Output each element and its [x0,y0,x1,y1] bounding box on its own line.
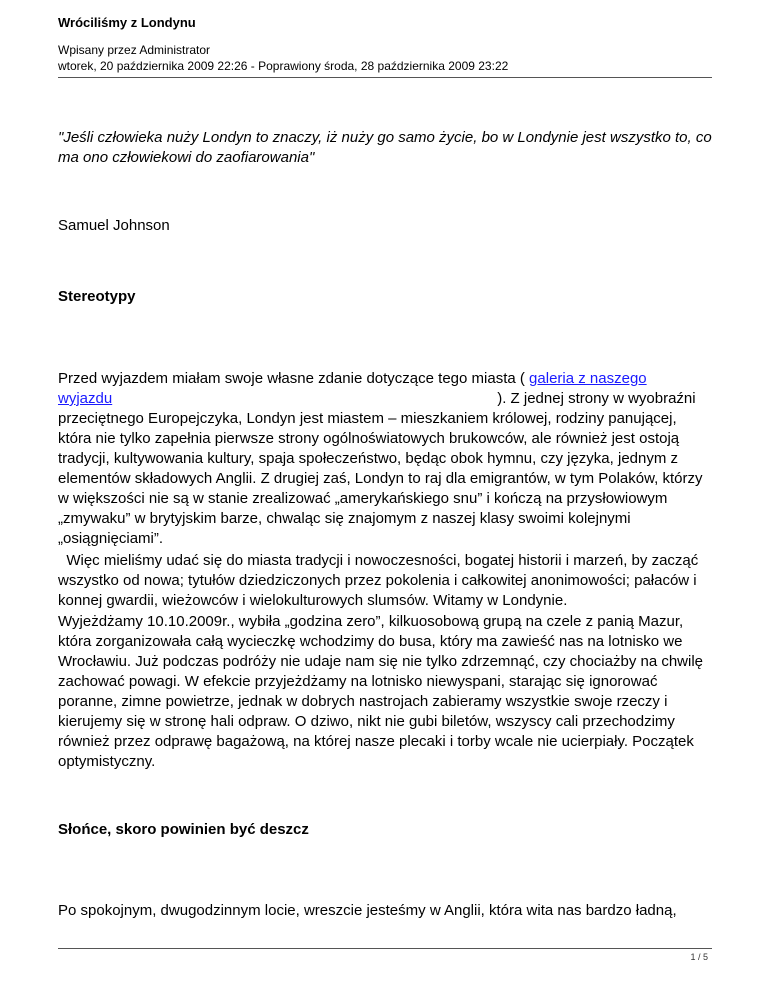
section-heading-stereotypes: Stereotypy [58,288,136,305]
paragraph-1-body: ). Z jednej strony w wyobraźni przeciętnego Europejczyka, Londyn jest miastem – mieszkaniem królowej, rodziny panującej, która nie tylko zapełnia pierwsze strony ogólnoświatowych brukowców, ale również jest ostoją tradycji, kultywowania kultury, spaja społeczeństwo, będąc obok hymnu, czy języka, jednym z elementów składowych Anglii. Z drugiej zaś, Londyn to raj dla emigrantów, w tym Polaków, którzy w większości nie są w stanie zrealizować „amerykańskiego snu” i kończą na przysłowiowym „zmywaku” w brytyjskim barze, chwaląc się znajomym z naszej klasy swoimi kolejnymi „osiągnięciami”. [58,390,703,547]
article-dates-line: wtorek, 20 października 2009 22:26 - Poprawiony środa, 28 października 2009 23:22 [58,59,509,73]
gallery-link[interactable]: galeria z naszego [529,370,647,387]
footer-divider [58,948,712,949]
quote-author: Samuel Johnson [58,217,170,234]
article-author-line: Wpisany przez Administrator [58,43,211,57]
article-title: Wróciliśmy z Londynu [58,15,196,30]
paragraph-2: Więc mieliśmy udać się do miasta tradycji i nowoczesności, bogatej historii i marzeń, by zacząć wszystko od nowa; tytułów dziedziczonych przez pokolenia i całkowitej anonimowości; pałaców i konnej gwardii, wieżowców i wielokulturowych slumsów. Witamy w Londynie. [58,552,703,609]
paragraph-1-intro: Przed wyjazdem miałam swoje własne zdanie dotyczące tego miasta ( [58,370,530,387]
section-heading-sun: Słońce, skoro powinien być deszcz [58,821,309,838]
paragraph-4: Po spokojnym, dwugodzinnym locie, wreszcie jesteśmy w Anglii, która wita nas bardzo ładną, [58,902,677,919]
opening-quote: "Jeśli człowieka nuży Londyn to znaczy, iż nuży go samo życie, bo w Londynie jest wszystko to, co ma ono człowiekowi do zaofiarowania" [58,129,712,166]
header-divider [58,77,712,78]
paragraph-1 [58,369,712,549]
page-number: 1 / 5 [690,952,708,962]
paragraph-3: Wyjeżdżamy 10.10.2009r., wybiła „godzina zero”, kilkuosobową grupą na czele z panią Mazur, która zorganizowała całą wycieczkę wchodzimy do busa, który ma zawieść nas na lotnisko we Wrocławiu. Już podczas podróży nie udaje nam się nie tylko zdrzemnąć, czy chociażby na chwilę zachować powagi. W efekcie przyjeżdżamy na lotnisko niewyspani, starając się ignorować poranne, zimne powietrze, jednak w dobrych nastrojach zabieramy wszystkie swoje rzeczy i kierujemy się w stronę hali odpraw. O dziwo, nikt nie gubi biletów, wszyscy cali przechodzimy również przez odprawę bagażową, na której nasze plecaki i torby wcale nie ucierpiały. Początek optymistyczny. [58,613,704,770]
gallery-link-continued[interactable]: wyjazdu [58,390,113,407]
